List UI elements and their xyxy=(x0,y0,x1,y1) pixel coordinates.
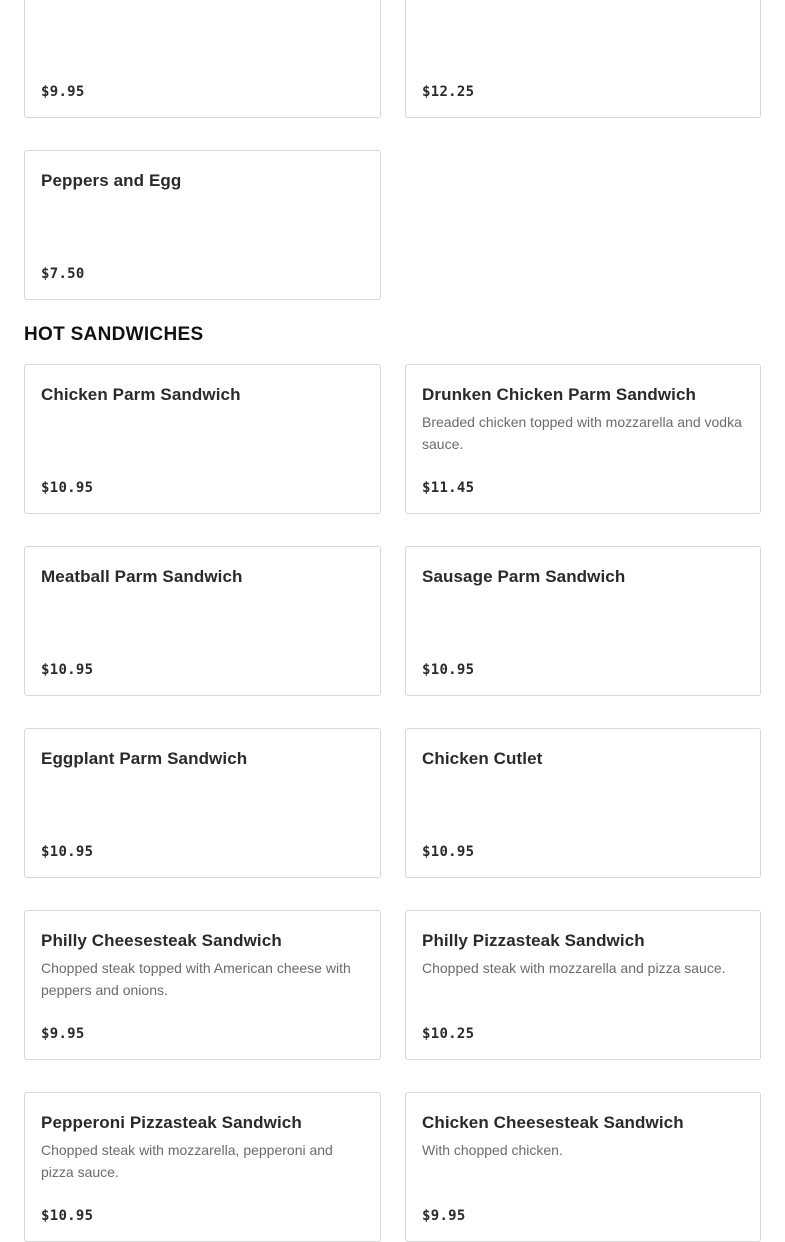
menu-item-card-philly-pizzasteak-sandwich[interactable] xyxy=(405,910,761,1060)
item-description: With chopped chicken. xyxy=(422,1142,563,1158)
menu-item-card-sausage-parm-sandwich[interactable] xyxy=(405,546,761,696)
menu-item-card-meatball-parm-sandwich[interactable] xyxy=(24,546,381,696)
menu-item-card-chicken-cheesesteak-sandwich[interactable] xyxy=(405,1092,761,1242)
menu-item-card-pepperoni-pizzasteak-sandwich[interactable] xyxy=(24,1092,381,1242)
previous-section-grid xyxy=(24,0,761,300)
empty-grid-cell xyxy=(405,150,761,300)
item-price: $12.25 xyxy=(422,84,475,100)
menu-item-card-drunken-chicken-parm-sandwich[interactable] xyxy=(405,364,761,514)
item-price: $10.95 xyxy=(41,844,94,860)
menu-item-card[interactable] xyxy=(24,0,381,118)
menu-item-card-chicken-parm-sandwich[interactable] xyxy=(24,364,381,514)
item-price: $9.95 xyxy=(422,1208,466,1224)
item-name: Peppers and Egg xyxy=(41,171,182,190)
section-title-hot-sandwiches: HOT SANDWICHES xyxy=(24,324,204,345)
item-price: $11.45 xyxy=(422,480,475,496)
item-price: $9.95 xyxy=(41,1026,85,1042)
item-price: $10.95 xyxy=(422,662,475,678)
item-price: $9.95 xyxy=(41,84,85,100)
item-price: $7.50 xyxy=(41,266,85,282)
item-name: Chicken Parm Sandwich xyxy=(41,385,241,404)
item-name: Meatball Parm Sandwich xyxy=(41,567,243,586)
item-name: Philly Pizzasteak Sandwich xyxy=(422,931,645,950)
item-name: Pepperoni Pizzasteak Sandwich xyxy=(41,1113,302,1132)
item-name: Philly Cheesesteak Sandwich xyxy=(41,931,282,950)
item-price: $10.95 xyxy=(41,480,94,496)
menu-item-card-eggplant-parm-sandwich[interactable] xyxy=(24,728,381,878)
item-name: Drunken Chicken Parm Sandwich xyxy=(422,385,697,404)
hot-sandwiches-grid xyxy=(24,364,761,1242)
item-name: Sausage Parm Sandwich xyxy=(422,567,626,586)
menu-item-card-peppers-and-egg[interactable] xyxy=(24,150,381,300)
item-description: Chopped steak with mozzarella and pizza sauce. xyxy=(422,960,726,976)
item-name: Chicken Cutlet xyxy=(422,749,543,768)
item-description: Chopped steak topped with American cheese with peppers and onions. xyxy=(41,960,351,998)
item-name: Eggplant Parm Sandwich xyxy=(41,749,248,768)
item-price: $10.95 xyxy=(41,1208,94,1224)
item-description: Breaded chicken topped with mozzarella and vodka sauce. xyxy=(422,414,742,452)
menu-item-card-philly-cheesesteak-sandwich[interactable] xyxy=(24,910,381,1060)
item-description: Chopped steak with mozzarella, pepperoni and pizza sauce. xyxy=(41,1142,333,1180)
item-name: Chicken Cheesesteak Sandwich xyxy=(422,1113,684,1132)
item-price: $10.95 xyxy=(41,662,94,678)
item-price: $10.95 xyxy=(422,844,475,860)
menu-item-card[interactable] xyxy=(405,0,761,118)
menu-page xyxy=(24,0,761,1242)
menu-item-card-chicken-cutlet[interactable] xyxy=(405,728,761,878)
item-price: $10.25 xyxy=(422,1026,475,1042)
